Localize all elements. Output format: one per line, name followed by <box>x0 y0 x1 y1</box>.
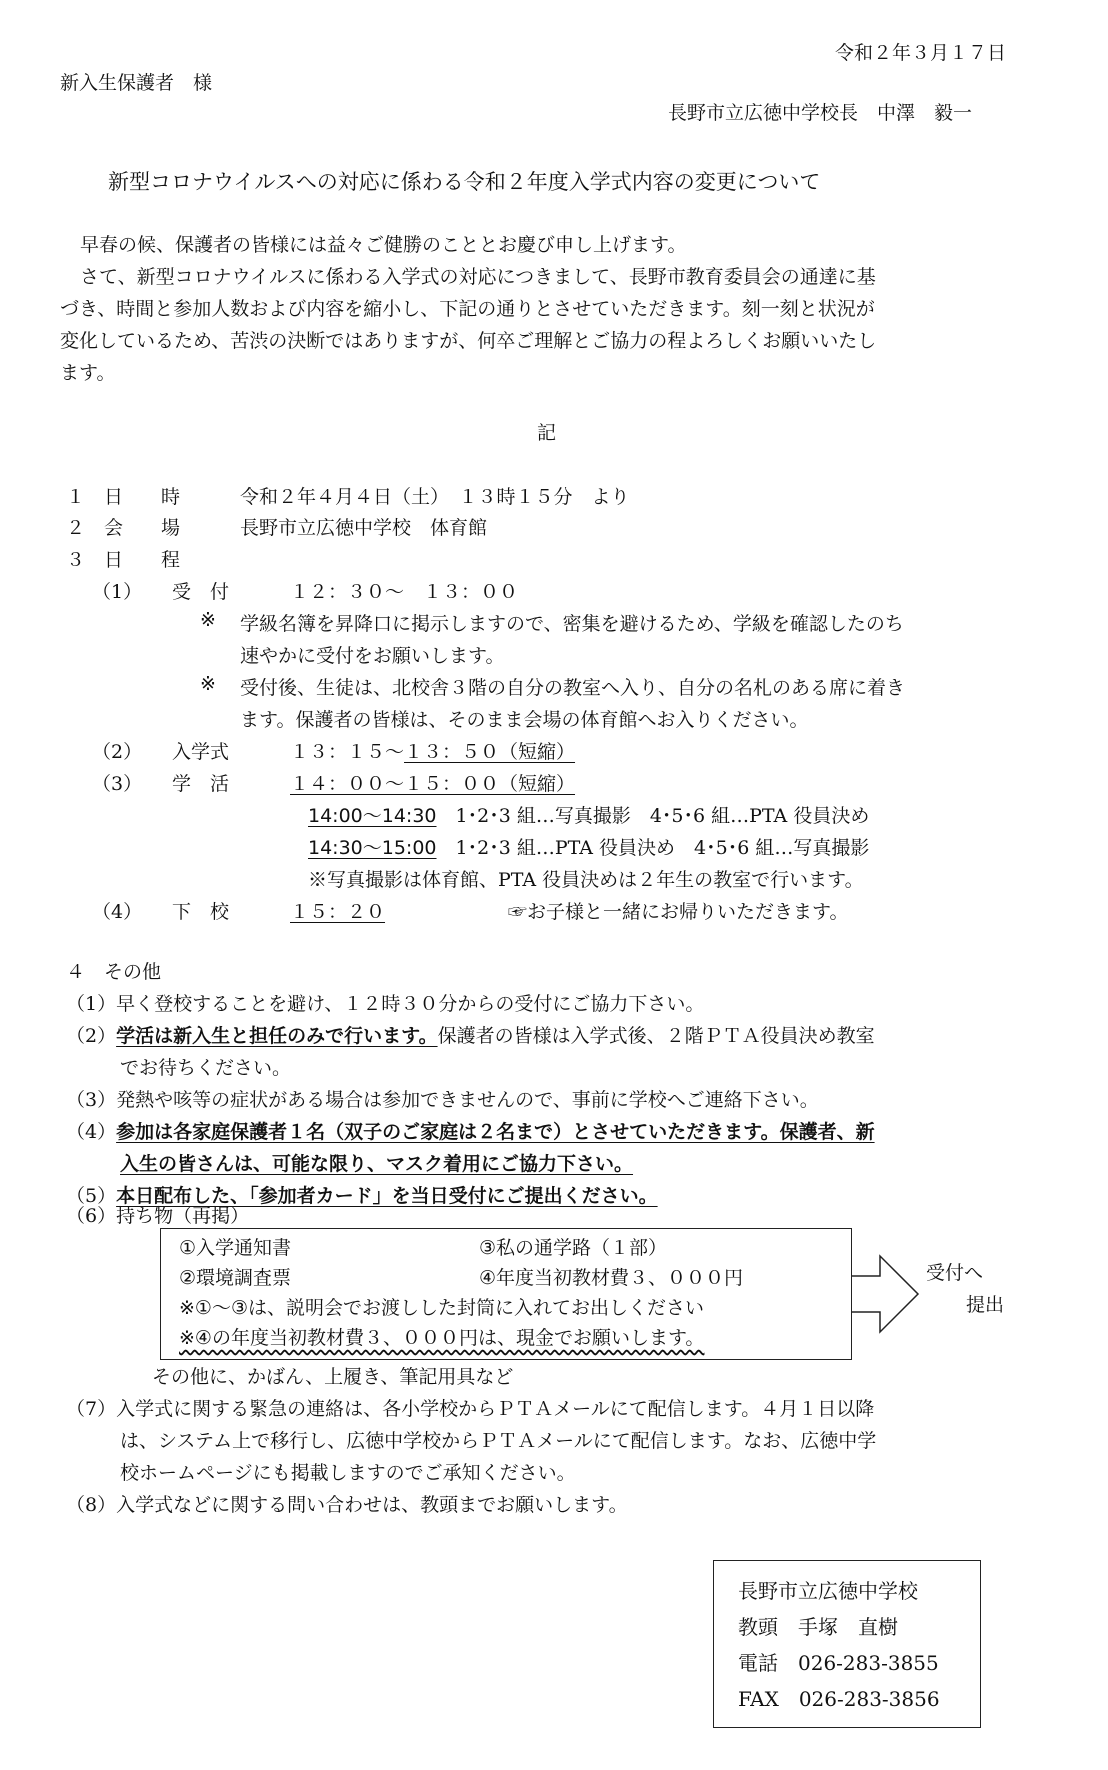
other-item-1: （1）早く登校することを避け、１２時３０分からの受付にご協力下さい。 <box>66 993 705 1015</box>
addressee: 新入生保護者 様 <box>60 72 213 94</box>
ceremony-time-end: １３：５０（短縮） <box>404 741 576 763</box>
reception-time: １２：３０～ １３：００ <box>290 581 519 603</box>
dismissal-note: ☞お子様と一緒にお帰りいただきます。 <box>508 901 849 923</box>
reception-note-line: ます。保護者の皆様は、そのまま会場の体育館へお入りください。 <box>240 709 809 731</box>
other-item-7: （7）入学式に関する緊急の連絡は、各小学校からＰＴＡメールにて配信します。４月１日以降 <box>66 1398 875 1420</box>
reception-note-line: 速やかに受付をお願いします。 <box>240 645 505 667</box>
homeroom-row-text: 1･2･3 組…写真撮影 4･5･6 組…PTA 役員決め <box>455 805 870 827</box>
homeroom-row <box>308 801 869 828</box>
other-item-3: （3）発熱や咳等の症状がある場合は参加できませんので、事前に学校へご連絡下さい。 <box>66 1089 819 1111</box>
homeroom-row-time: 14:30～15:00 <box>308 837 437 859</box>
attendance-notice-cont: 入生の皆さんは、可能な限り、マスク着用にご協力下さい。 <box>120 1153 634 1175</box>
ki-heading: 記 <box>537 422 557 444</box>
dismissal-num: （4） <box>92 901 143 923</box>
arrow-label-reception: 受付へ <box>926 1262 984 1284</box>
intro-line: さて、新型コロナウイルスに係わる入学式の対応につきまして、長野市教育委員会の通達に基 <box>80 266 876 288</box>
contact-school: 長野市立広徳中学校 <box>738 1579 918 1603</box>
ceremony-num: （2） <box>92 741 143 763</box>
contact-person: 教頭 手塚 直樹 <box>738 1615 898 1639</box>
item-num: （5） <box>66 1185 117 1207</box>
other-item-7-cont: は、システム上で移行し、広徳中学校からＰＴＡメールにて配信します。なお、広徳中学 <box>120 1430 877 1452</box>
arrow-label-submit: 提出 <box>966 1294 1005 1316</box>
homeroom-notice: 学活は新入生と担任のみで行います。 <box>116 1025 438 1047</box>
intro-line: づき、時間と参加人数および内容を縮小し、下記の通りとさせていただきます。刻一刻と状況が <box>60 298 875 320</box>
section-schedule-label: ３ 日 程 <box>66 549 181 571</box>
section-other-label: ４ その他 <box>66 961 162 983</box>
intro-line: 早春の候、保護者の皆様には益々ご健勝のこととお慶び申し上げます。 <box>80 234 687 256</box>
homeroom-note: ※写真撮影は体育館、PTA 役員決めは２年生の教室で行います。 <box>308 869 864 891</box>
dismissal-label: 下 校 <box>172 901 230 923</box>
homeroom-time: １４：００～１５：００（短縮） <box>290 773 576 795</box>
section-venue-value: 長野市立広徳中学校 体育館 <box>240 517 488 539</box>
note-mark: ※ <box>200 673 216 695</box>
contact-box <box>713 1560 981 1728</box>
document-date: 令和２年３月１７日 <box>835 42 1007 64</box>
reception-note-line: 受付後、生徒は、北校舎３階の自分の教室へ入り、自分の名札のある席に着き <box>240 677 906 699</box>
belonging-item: ①入学通知書 <box>179 1237 292 1259</box>
reception-label: 受 付 <box>172 581 230 603</box>
homeroom-label: 学 活 <box>172 773 230 795</box>
reception-note-line: 学級名簿を昇降口に掲示しますので、密集を避けるため、学級を確認したのち <box>240 613 904 635</box>
reception-num: （1） <box>92 581 143 603</box>
other-item-6: （6）持ち物（再掲） <box>66 1205 250 1227</box>
homeroom-row-text: 1･2･3 組…PTA 役員決め 4･5･6 組…写真撮影 <box>455 837 870 859</box>
section-venue-label: ２ 会 場 <box>66 517 181 539</box>
arrow-right-icon <box>852 1252 922 1336</box>
attendance-notice: 参加は各家庭保護者１名（双子のご家庭は２名まで）とさせていただきます。保護者、新 <box>116 1121 875 1143</box>
homeroom-num: （3） <box>92 773 143 795</box>
belonging-note: ※①～③は、説明会でお渡しした封筒に入れてお出しください <box>179 1297 704 1319</box>
intro-line: 変化しているため、苦渋の決断ではありますが、何卒ご理解とご協力の程よろしくお願いいたし <box>60 330 877 352</box>
belonging-item: ③私の通学路（１部） <box>479 1237 668 1259</box>
other-item-2 <box>66 1021 875 1048</box>
other-belongings: その他に、かばん、上履き、筆記用具など <box>152 1366 514 1388</box>
item-num: （4） <box>66 1121 117 1143</box>
card-notice: 本日配布した、「参加者カード」を当日受付にご提出ください。 <box>116 1185 658 1207</box>
other-item-7-cont: 校ホームページにも掲載しますのでご承知ください。 <box>120 1462 576 1484</box>
fee-note: ※④の年度当初教材費３、０００円は、現金でお願いします。 <box>179 1327 705 1349</box>
other-item-4 <box>66 1117 875 1144</box>
ceremony-label: 入学式 <box>172 741 230 763</box>
other-item-8: （8）入学式などに関する問い合わせは、教頭までお願いします。 <box>66 1494 628 1516</box>
belongings-box <box>160 1228 852 1360</box>
contact-tel: 電話 026-283-3855 <box>738 1651 939 1675</box>
intro-line: ます。 <box>60 362 116 384</box>
section-date-label: １ 日 時 <box>66 486 181 508</box>
belonging-item: ④年度当初教材費３、０００円 <box>479 1267 744 1289</box>
document-title: 新型コロナウイルスへの対応に係わる令和２年度入学式内容の変更について <box>108 170 821 194</box>
homeroom-row-time: 14:00～14:30 <box>308 805 437 827</box>
item-num: （2） <box>66 1025 117 1047</box>
ceremony-time <box>290 737 575 764</box>
sender: 長野市立広徳中学校長 中澤 毅一 <box>668 102 973 124</box>
contact-fax: FAX 026-283-3856 <box>738 1687 940 1711</box>
ceremony-time-start: １３：１５～ <box>290 741 405 763</box>
dismissal-time: １５：２０ <box>290 901 386 923</box>
section-date-value: 令和２年４月４日（土） １３時１５分 より <box>240 486 630 508</box>
note-mark: ※ <box>200 609 216 631</box>
homeroom-row <box>308 833 869 860</box>
other-item-2-cont: でお待ちください。 <box>120 1057 292 1079</box>
belonging-item: ②環境調査票 <box>179 1267 292 1289</box>
item-text: 保護者の皆様は入学式後、２階ＰＴＡ役員決め教室 <box>437 1025 875 1047</box>
